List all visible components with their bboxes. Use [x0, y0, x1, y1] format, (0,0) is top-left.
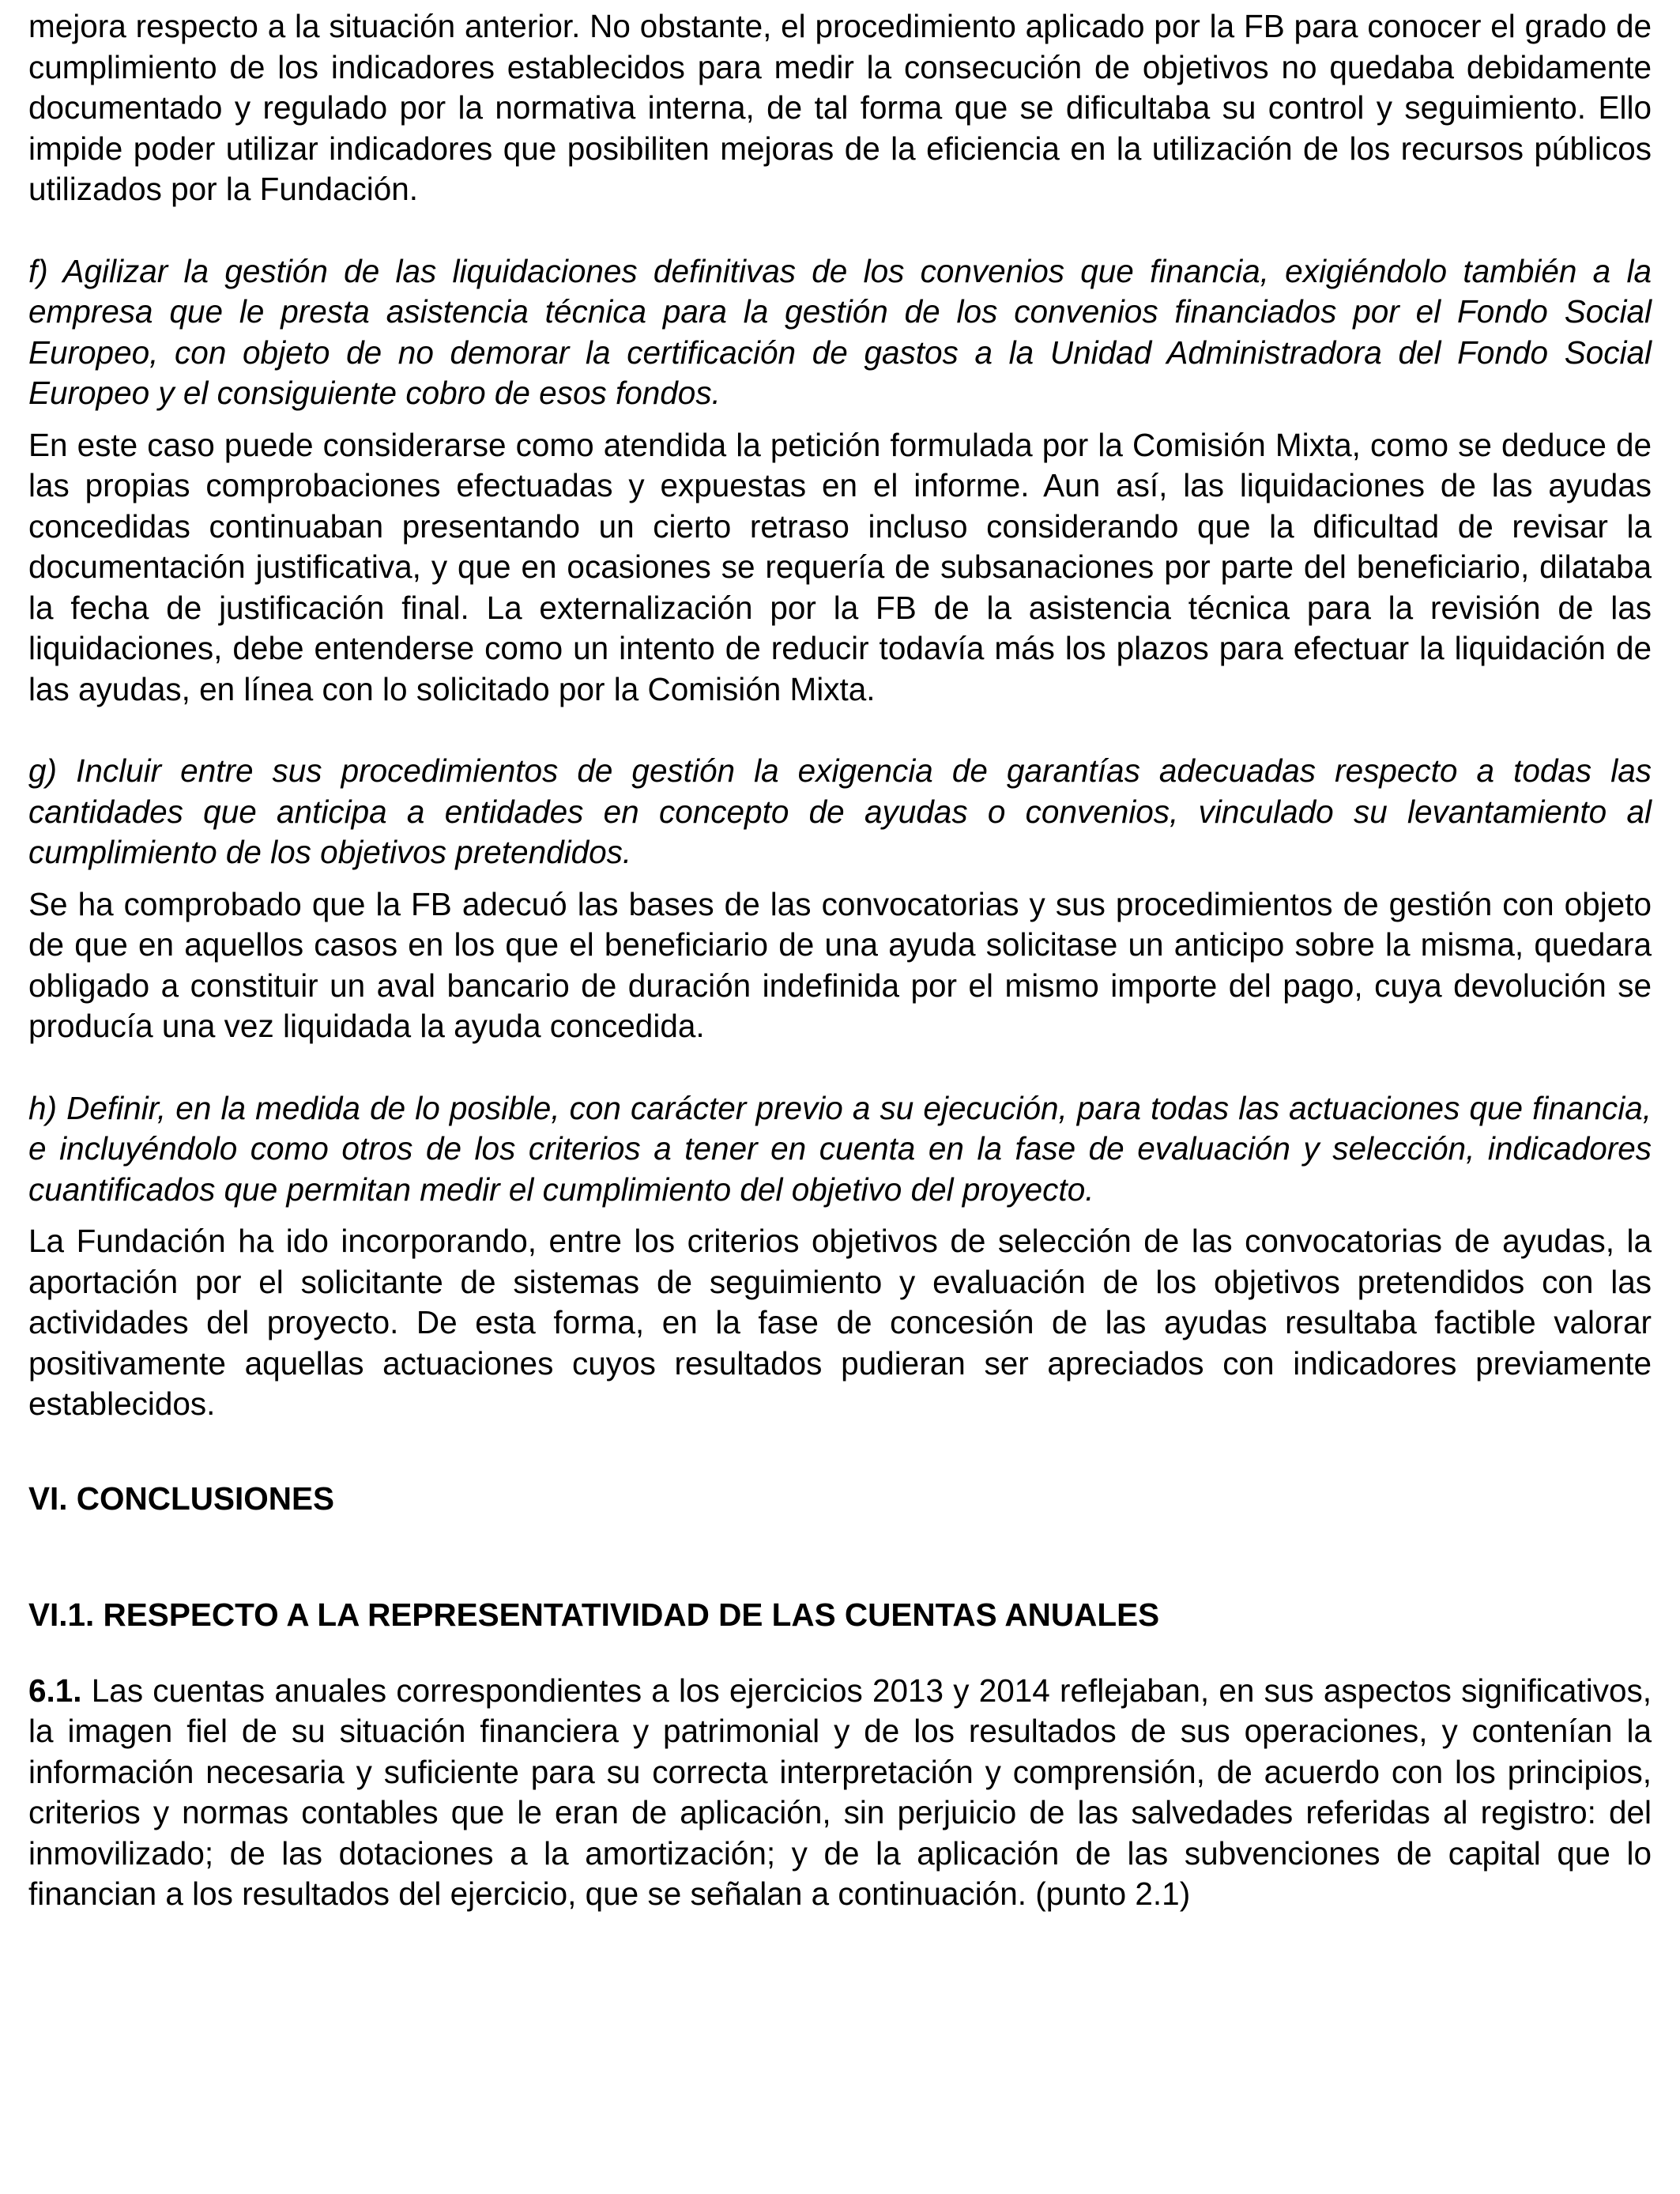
section-heading-conclusiones: VI. CONCLUSIONES: [28, 1480, 335, 1517]
paragraph-continuation: mejora respecto a la situación anterior. No obstante, el procedimiento aplicado por la FB para conocer el grado de cumplimiento de los indicadores establecidos para medir la consecución de objetivos no quedaba debidamente documentado y regulado por la normativa interna, de tal forma que se dificultaba su control y seguimiento. Ello impide poder utilizar indicadores que posibiliten mejoras de la eficiencia en la utilización de los recursos públicos utilizados por la Fundación.: [28, 8, 1652, 207]
document-page: [28, 6, 1652, 1915]
conclusion-number: 6.1.: [28, 1672, 82, 1709]
recommendation-g: g) Incluir entre sus procedimientos de gestión la exigencia de garantías adecuadas respecto a todas las cantidades que anticipa a entidades en concepto de ayudas o convenios, vinculado su levantamiento al cumplimiento de los objetivos pretendidos.: [28, 752, 1652, 870]
response-f: En este caso puede considerarse como atendida la petición formulada por la Comisión Mixta, como se deduce de las propias comprobaciones efectuadas y expuestas en el informe. Aun así, las liquidaciones de las ayudas concedidas continuaban presentando un cierto retraso incluso considerando que la dificultad de revisar la documentación justificativa, y que en ocasiones se requería de subsanaciones por parte del beneficiario, dilataba la fecha de justificación final. La externalización por la FB de la asistencia técnica para la revisión de las liquidaciones, debe entenderse como un intento de reducir todavía más los plazos para efectuar la liquidación de las ayudas, en línea con lo solicitado por la Comisión Mixta.: [28, 426, 1652, 707]
response-g: Se ha comprobado que la FB adecuó las bases de las convocatorias y sus procedimientos de gestión con objeto de que en aquellos casos en los que el beneficiario de una ayuda solicitase un anticipo sobre la misma, quedara obligado a constituir un aval bancario de duración indefinida por el mismo importe del pago, cuya devolución se producía una vez liquidada la ayuda concedida.: [28, 885, 1652, 1044]
recommendation-f: f) Agilizar la gestión de las liquidaciones definitivas de los convenios que financia, exigiéndolo también a la empresa que le presta asistencia técnica para la gestión de los convenios financiados por el Fondo Social Europeo, con objeto de no demorar la certificación de gastos a la Unidad Administradora del Fondo Social Europeo y el consiguiente cobro de esos fondos.: [28, 252, 1652, 411]
conclusion-6-1: [28, 1671, 1652, 1915]
recommendation-h: h) Definir, en la medida de lo posible, con carácter previo a su ejecución, para todas las actuaciones que financia, e incluyéndolo como otros de los criterios a tener en cuenta en la fase de evaluación y selección, indicadores cuantificados que permitan medir el cumplimiento del objetivo del proyecto.: [28, 1089, 1652, 1208]
subsection-heading-cuentas-anuales: VI.1. RESPECTO A LA REPRESENTATIVIDAD DE LAS CUENTAS ANUALES: [28, 1596, 1160, 1633]
conclusion-text: Las cuentas anuales correspondientes a los ejercicios 2013 y 2014 reflejaban, en sus aspectos significativos, la imagen fiel de su situación financiera y patrimonial y de los resultados de sus operaciones, y contenían la información necesaria y suficiente para su correcta interpretación y comprensión, de acuerdo con los principios, criterios y normas contables que le eran de aplicación, sin perjuicio de las salvedades referidas al registro: del inmovilizado; de las dotaciones a la amortización; y de la aplicación de las subvenciones de capital que lo financian a los resultados del ejercicio, que se señalan a continuación. (punto 2.1): [28, 1672, 1652, 1912]
response-h: La Fundación ha ido incorporando, entre los criterios objetivos de selección de las convocatorias de ayudas, la aportación por el solicitante de sistemas de seguimiento y evaluación de los objetivos pretendidos con las actividades del proyecto. De esta forma, en la fase de concesión de las ayudas resultaba factible valorar positivamente aquellas actuaciones cuyos resultados pudieran ser apreciados con indicadores previamente establecidos.: [28, 1223, 1652, 1422]
